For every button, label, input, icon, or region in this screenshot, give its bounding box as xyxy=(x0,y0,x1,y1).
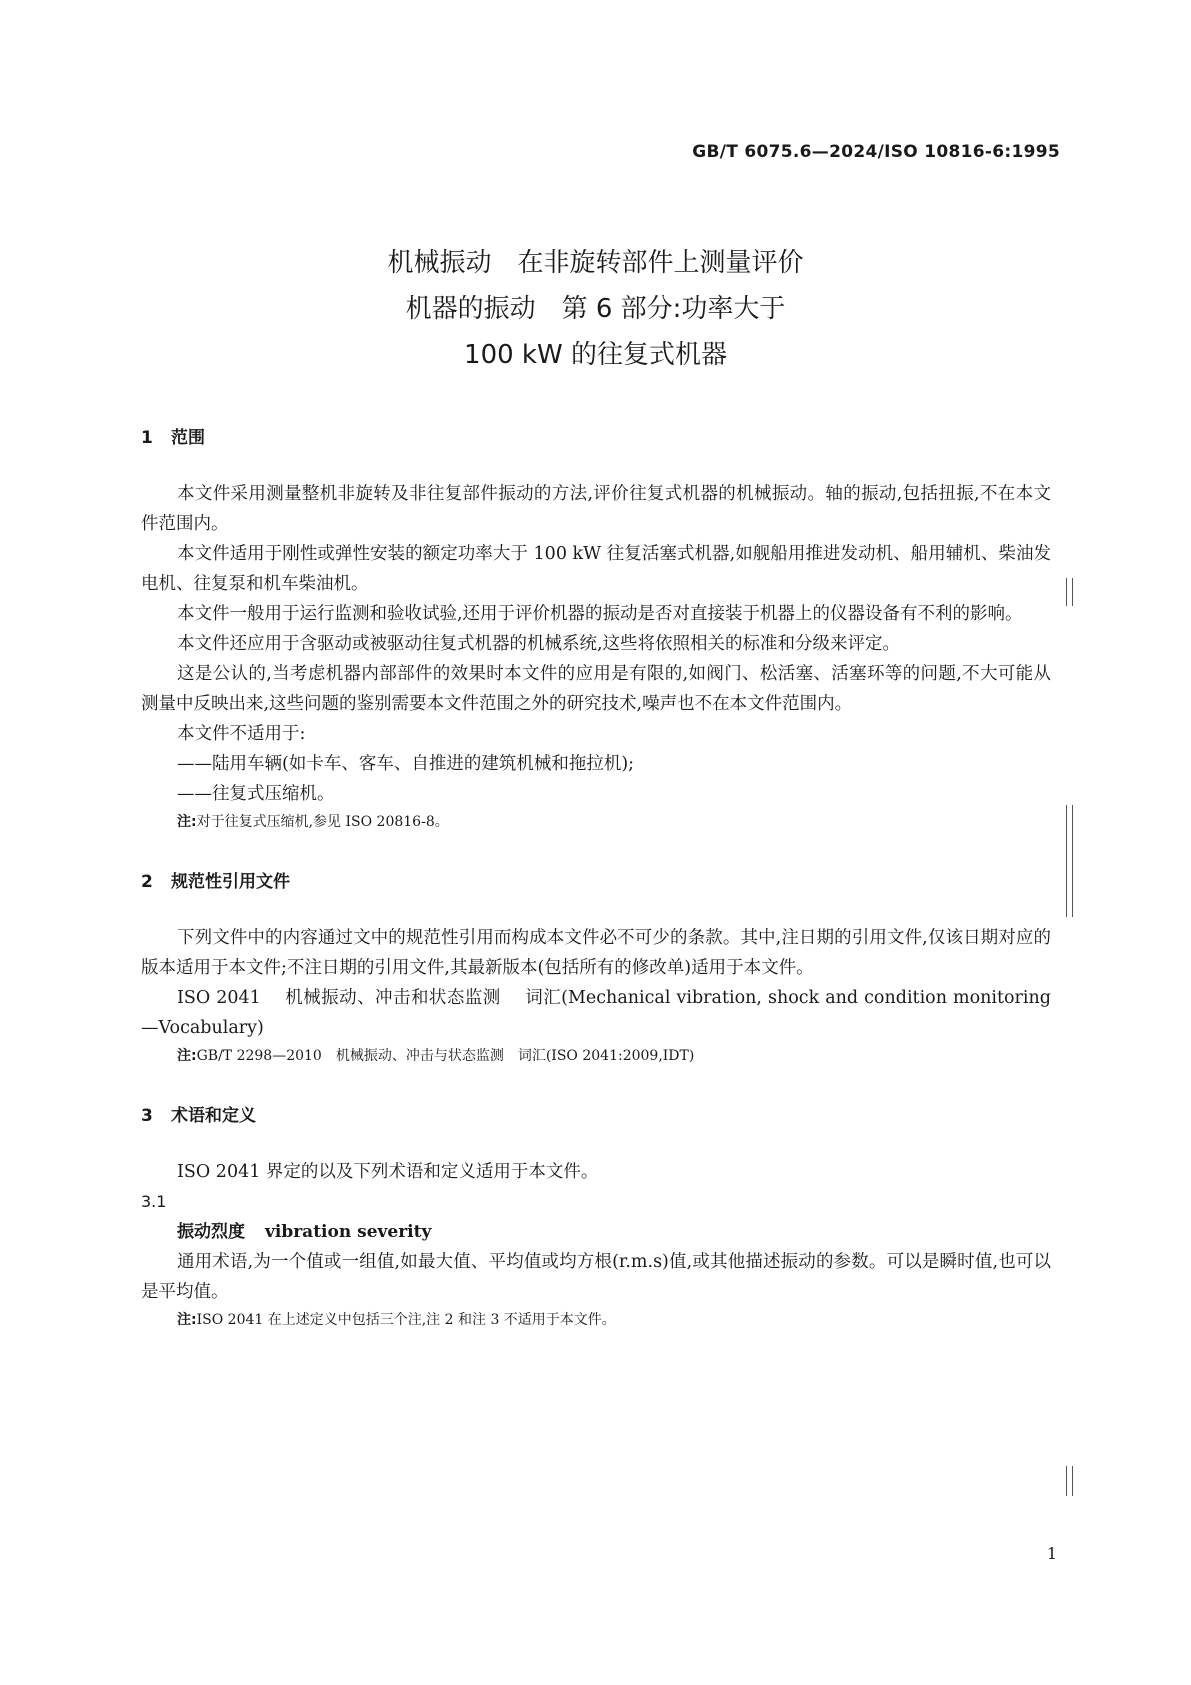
standard-code: GB/T 6075.6—2024/ISO 10816-6:1995 xyxy=(692,142,1060,162)
section-number: 1 xyxy=(141,428,153,448)
section-1-heading xyxy=(141,425,1051,451)
note-label: 注: xyxy=(177,1312,197,1328)
title-line-2: 机器的振动 第 6 部分:功率大于 xyxy=(405,294,786,324)
paragraph: ISO 2041 界定的以及下列术语和定义适用于本文件。 xyxy=(177,1162,599,1182)
paragraph: 本文件一般用于运行监测和验收试验,还用于评价机器的振动是否对直接装于机器上的仪器设备有不利的影响。 xyxy=(177,604,1023,624)
note-text: ISO 2041 在上述定义中包括三个注,注 2 和注 3 不适用于本文件。 xyxy=(196,1312,616,1328)
paragraph: 本文件不适用于: xyxy=(177,724,306,744)
note-label: 注: xyxy=(177,814,197,830)
paragraph: 本文件采用测量整机非旋转及非往复部件振动的方法,评价往复式机器的机械振动。轴的振动,包括扭振,不在本文件范围内。 xyxy=(141,484,1051,534)
section-number: 2 xyxy=(141,872,153,892)
note-label: 注: xyxy=(177,1048,197,1064)
paragraph: 本文件适用于刚性或弹性安装的额定功率大于 100 kW 往复活塞式机器,如舰船用推进发动机、船用辅机、柴油发电机、往复泵和机车柴油机。 xyxy=(141,544,1051,594)
paragraph: 本文件还应用于含驱动或被驱动往复式机器的机械系统,这些将依照相关的标准和分级来评定。 xyxy=(177,634,901,654)
section-number: 3 xyxy=(141,1106,153,1126)
section-2-heading xyxy=(141,869,1051,895)
page-number: 1 xyxy=(1046,1544,1057,1563)
note-text: GB/T 2298—2010 机械振动、冲击与状态监测 词汇(ISO 2041:2009,IDT) xyxy=(196,1048,695,1064)
term-chinese: 振动烈度 xyxy=(177,1222,245,1242)
reference-code: ISO 2041 xyxy=(177,988,261,1008)
note xyxy=(141,809,1051,835)
term-entry xyxy=(141,1217,1051,1247)
note xyxy=(141,1307,1051,1333)
note xyxy=(141,1043,1051,1069)
title-line-3: 100 kW 的往复式机器 xyxy=(464,340,727,370)
normative-reference xyxy=(141,983,1051,1043)
change-bar xyxy=(1066,578,1073,606)
change-bar xyxy=(1066,1466,1073,1496)
reference-title-rest: 词汇(Mechanical vibration, shock and condition monitoring—Vocabulary) xyxy=(141,988,1051,1038)
document-body xyxy=(141,425,1051,1333)
exclusion-item: ——往复式压缩机。 xyxy=(177,784,335,804)
section-title: 范围 xyxy=(171,428,205,448)
document-title xyxy=(0,240,1191,378)
change-bar xyxy=(1066,805,1073,917)
section-title: 术语和定义 xyxy=(171,1106,256,1126)
term-english: vibration severity xyxy=(265,1222,432,1242)
term-definition: 通用术语,为一个值或一组值,如最大值、平均值或均方根(r.m.s)值,或其他描述振动的参数。可以是瞬时值,也可以是平均值。 xyxy=(141,1252,1051,1302)
paragraph: 这是公认的,当考虑机器内部部件的效果时本文件的应用是有限的,如阀门、松活塞、活塞环等的问题,不大可能从测量中反映出来,这些问题的鉴别需要本文件范围之外的研究技术,噪声也不在本文件范围内。 xyxy=(141,664,1051,714)
title-line-1: 机械振动 在非旋转部件上测量评价 xyxy=(387,248,804,278)
reference-title: 机械振动、冲击和状态监测 xyxy=(284,988,501,1008)
section-3-heading xyxy=(141,1103,1051,1129)
exclusion-item: ——陆用车辆(如卡车、客车、自推进的建筑机械和拖拉机); xyxy=(177,754,635,774)
section-title: 规范性引用文件 xyxy=(171,872,290,892)
paragraph: 下列文件中的内容通过文中的规范性引用而构成本文件必不可少的条款。其中,注日期的引用文件,仅该日期对应的版本适用于本文件;不注日期的引用文件,其最新版本(包括所有的修改单)适用于本文件。 xyxy=(141,928,1051,978)
note-text: 对于往复式压缩机,参见 ISO 20816-8。 xyxy=(196,814,449,830)
term-number: 3.1 xyxy=(141,1192,167,1211)
